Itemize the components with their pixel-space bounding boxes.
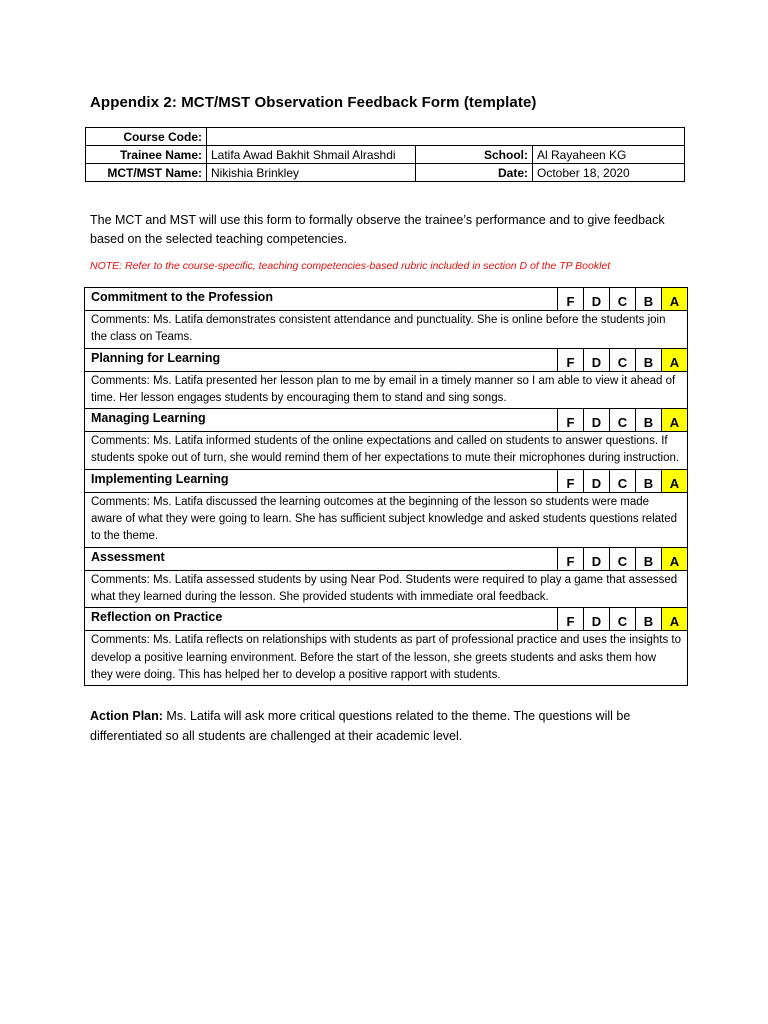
grade-cell-a: A (661, 288, 687, 310)
date-label: Date: (416, 164, 533, 182)
grade-cell-d: D (583, 470, 609, 492)
grade-cell-c: C (609, 470, 635, 492)
grade-cell-f: F (557, 288, 583, 310)
grade-cell-b: B (635, 349, 661, 371)
trainee-name-value: Latifa Awad Bakhit Shmail Alrashdi (207, 146, 416, 164)
action-plan-text: Ms. Latifa will ask more critical questions related to the theme. The questions will be differentiated so all students are challenged at their academic level. (90, 709, 631, 743)
intro-paragraph: The MCT and MST will use this form to formally observe the trainee’s performance and to give feedback based on the selected teaching competencies. (90, 213, 665, 246)
grade-cell-a: A (661, 409, 687, 431)
grade-cell-b: B (635, 409, 661, 431)
competency-comment: Comments: Ms. Latifa informed students of the online expectations and called on students to answer questions. If students spoke out of turn, she would remind them of her expectations to mute their microphones during instruction. (85, 432, 687, 470)
course-code-value (207, 128, 685, 146)
grade-cell-f: F (557, 470, 583, 492)
competency-comment: Comments: Ms. Latifa discussed the learning outcomes at the beginning of the lesson so students were made aware of what they were going to learn. She has sufficient subject knowledge and asked students questions related to the theme. (85, 493, 687, 548)
rubric-note: NOTE: Refer to the course-specific, teaching competencies-based rubric included in section D of the TP Booklet (90, 260, 611, 272)
header-row-mct (86, 164, 685, 182)
competency-name: Managing Learning (91, 411, 206, 426)
action-plan-label: Action Plan: (90, 709, 163, 723)
competency-comment: Comments: Ms. Latifa reflects on relationships with students as part of professional practice and uses the insights to develop a positive learning environment. Before the start of the lesson, she greets students and asks them how they were doing. This has helped her to develop a positive rapport with students. (91, 634, 681, 681)
grade-cell-d: D (583, 608, 609, 630)
grade-cell-b: B (635, 548, 661, 570)
grade-cell-d: D (583, 349, 609, 371)
grade-cell-b: B (635, 608, 661, 630)
grade-cell-f: F (557, 548, 583, 570)
grade-cell-b: B (635, 470, 661, 492)
header-row-course (86, 128, 685, 146)
grade-cell-d: D (583, 409, 609, 431)
grade-cell-a: A (661, 548, 687, 570)
grade-cell-f: F (557, 608, 583, 630)
header-row-trainee (86, 146, 685, 164)
competency-header-row (85, 349, 687, 372)
mct-name-value: Nikishia Brinkley (207, 164, 416, 182)
competency-comment: Comments: Ms. Latifa presented her lesson plan to me by email in a timely manner so I am able to view it ahead of time. Her lesson engages students by encouraging them to stand and sing songs. (85, 372, 687, 410)
competency-name: Assessment (91, 549, 165, 564)
grade-cell-c: C (609, 349, 635, 371)
mct-name-label: MCT/MST Name: (86, 164, 207, 182)
school-value: Al Rayaheen KG (533, 146, 685, 164)
action-plan (90, 706, 690, 746)
header-info-table (85, 127, 685, 182)
grade-cell-a: A (661, 608, 687, 630)
grade-cell-a: A (661, 349, 687, 371)
competencies-table (84, 287, 688, 686)
competency-name: Reflection on Practice (91, 610, 223, 625)
competency-name: Planning for Learning (91, 350, 221, 365)
page-title: Appendix 2: MCT/MST Observation Feedback Form (template) (90, 94, 537, 111)
grade-cell-d: D (583, 548, 609, 570)
grade-cell-a: A (661, 470, 687, 492)
competency-header-row (85, 409, 687, 432)
grade-cell-d: D (583, 288, 609, 310)
grade-cell-f: F (557, 349, 583, 371)
competency-name: Implementing Learning (91, 471, 229, 486)
trainee-name-label: Trainee Name: (86, 146, 207, 164)
competency-comment: Comments: Ms. Latifa assessed students by using Near Pod. Students were required to play a game that assessed what they learned during the lesson. She provided students with immediate oral feedback. (85, 571, 687, 609)
grade-cell-b: B (635, 288, 661, 310)
grade-cell-c: C (609, 288, 635, 310)
competency-header-row (85, 470, 687, 493)
grade-cell-c: C (609, 409, 635, 431)
grade-cell-f: F (557, 409, 583, 431)
competency-name: Commitment to the Profession (91, 290, 273, 304)
school-label: School: (416, 146, 533, 164)
grade-cell-c: C (609, 608, 635, 630)
grade-cell-c: C (609, 548, 635, 570)
course-code-label: Course Code: (86, 128, 207, 146)
competency-header-row (85, 608, 687, 631)
competency-header-row (85, 548, 687, 571)
date-value: October 18, 2020 (533, 164, 685, 182)
competency-header-row (85, 288, 687, 311)
competency-comment: Comments: Ms. Latifa demonstrates consistent attendance and punctuality. She is online before the students join the class on Teams. (85, 311, 687, 349)
